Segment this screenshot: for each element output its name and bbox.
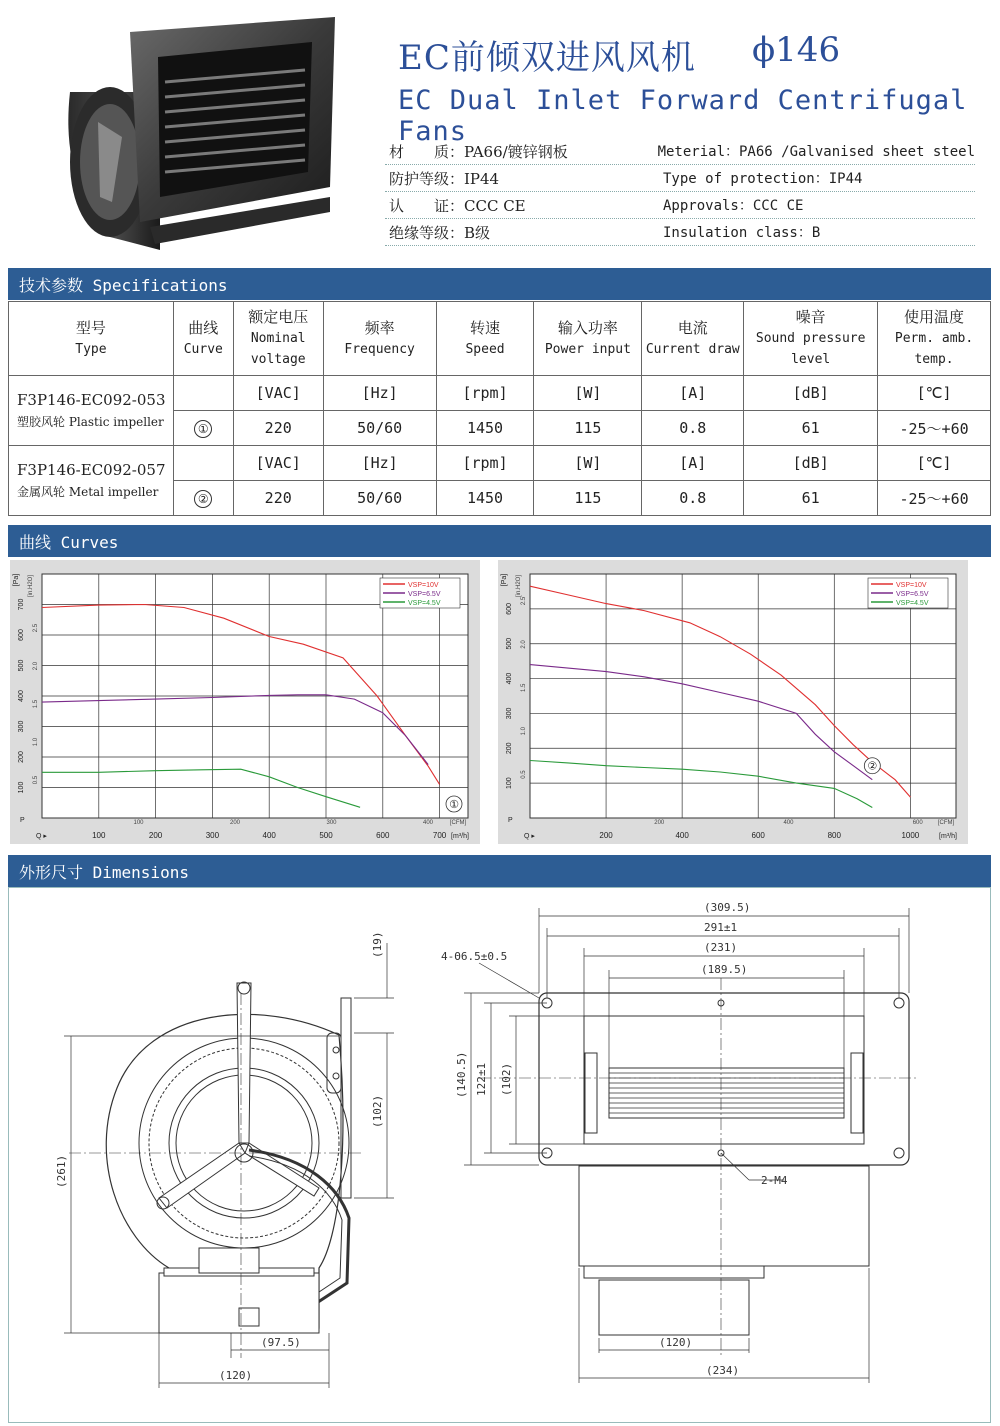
curve-cell bbox=[173, 481, 233, 516]
type-cell bbox=[9, 446, 174, 516]
unit-cell: [rpm] bbox=[436, 376, 534, 411]
unit-cell: [VAC] bbox=[233, 446, 323, 481]
y-tick-label-inh2o: 2.5 bbox=[33, 623, 39, 633]
y-tick-label: 400 bbox=[18, 690, 25, 702]
value-cell: 220 bbox=[233, 411, 323, 446]
property-list bbox=[385, 138, 975, 246]
value-cell: 61 bbox=[744, 481, 878, 516]
side-view bbox=[69, 982, 364, 1358]
dim-140-5: (140.5) bbox=[455, 1051, 468, 1098]
unit-cell: [W] bbox=[534, 446, 642, 481]
unit-cell: [Hz] bbox=[323, 446, 436, 481]
value-cell: 61 bbox=[744, 411, 878, 446]
type-code: F3P146-EC092-057 bbox=[17, 461, 166, 479]
x-axis-unit: [m³/h] bbox=[451, 833, 469, 840]
section-header-specifications: 技术参数 Specifications bbox=[8, 268, 991, 300]
header-type: 型号 Type bbox=[9, 302, 174, 376]
section-header-dimensions: 外形尺寸 Dimensions bbox=[8, 855, 991, 887]
y-axis-unit: [Pa] bbox=[501, 573, 508, 587]
unit-cell: [W] bbox=[534, 376, 642, 411]
performance-chart-1 bbox=[10, 560, 480, 844]
curve-mark-label: ① bbox=[449, 798, 459, 811]
property-row-material bbox=[385, 138, 975, 165]
dim-m4: 2-M4 bbox=[761, 1174, 788, 1187]
x-tick-label: 200 bbox=[148, 831, 163, 840]
dim-19: (19) bbox=[371, 931, 384, 958]
curve-cell bbox=[173, 411, 233, 446]
dim-97-5: (97.5) bbox=[261, 1336, 301, 1349]
property-en: Insulation class：B bbox=[663, 225, 821, 241]
x-tick-label-cfm: 400 bbox=[783, 820, 794, 826]
unit-cell: [A] bbox=[642, 376, 744, 411]
header-curve: 曲线 Curve bbox=[173, 302, 233, 376]
header-sound: 噪音 Sound pressure level bbox=[744, 302, 878, 376]
property-cn: 绝缘等级：B级 bbox=[389, 223, 491, 242]
property-cn: 材 质：PA66/镀锌钢板 bbox=[389, 142, 568, 161]
property-en: Meterial：PA66 /Galvanised sheet steel bbox=[657, 144, 975, 160]
unit-cell: [VAC] bbox=[233, 376, 323, 411]
x-axis-unit-alt: [CFM] bbox=[449, 820, 467, 826]
value-cell: -25～+60 bbox=[878, 481, 991, 516]
table-row bbox=[9, 446, 991, 481]
y-tick-label-inh2o: 1.5 bbox=[33, 699, 39, 709]
y-tick-label-inh2o: 0.5 bbox=[33, 775, 39, 785]
chart-curve-2 bbox=[498, 560, 968, 844]
value-cell: -25～+60 bbox=[878, 411, 991, 446]
property-en: Approvals：CCC CE bbox=[663, 198, 804, 214]
x-tick-label: 500 bbox=[319, 831, 333, 840]
y-tick-label: 100 bbox=[506, 777, 513, 789]
y-tick-label-inh2o: 0.5 bbox=[521, 770, 527, 779]
legend-label: VSP=4.5V bbox=[896, 600, 929, 607]
section-header-curves: 曲线 Curves bbox=[8, 525, 991, 557]
y-tick-label-inh2o: 1.0 bbox=[521, 727, 527, 736]
x-axis-letter: Q ▸ bbox=[36, 833, 47, 840]
value-cell: 1450 bbox=[436, 411, 534, 446]
dim-120-side: (120) bbox=[219, 1369, 253, 1382]
value-cell: 220 bbox=[233, 481, 323, 516]
value-cell: 50/60 bbox=[323, 481, 436, 516]
legend-label: VSP=6.5V bbox=[408, 591, 441, 598]
curve-empty bbox=[173, 376, 233, 411]
value-cell: 0.8 bbox=[642, 411, 744, 446]
x-axis-unit-alt: [CFM] bbox=[937, 820, 955, 826]
dim-261: (261) bbox=[55, 1154, 68, 1188]
type-code: F3P146-EC092-053 bbox=[17, 391, 166, 409]
y-tick-label-inh2o: 2.0 bbox=[521, 640, 527, 649]
y-axis-letter: P bbox=[20, 817, 25, 824]
y-tick-label: 600 bbox=[506, 603, 513, 615]
property-row-insulation bbox=[385, 219, 975, 246]
legend-label: VSP=10V bbox=[896, 582, 927, 589]
dim-231: (231) bbox=[704, 941, 738, 954]
front-view bbox=[479, 978, 919, 1358]
unit-cell: [A] bbox=[642, 446, 744, 481]
x-axis-letter: Q ▸ bbox=[524, 833, 535, 840]
dim-holes: 4-Θ6.5±0.5 bbox=[441, 950, 508, 963]
y-tick-label: 500 bbox=[506, 637, 513, 650]
plot-area bbox=[530, 574, 956, 818]
header-power: 输入功率 Power input bbox=[534, 302, 642, 376]
property-row-protection bbox=[385, 165, 975, 192]
legend-label: VSP=6.5V bbox=[896, 591, 929, 598]
y-tick-label: 200 bbox=[506, 742, 513, 755]
dim-234: (234) bbox=[706, 1364, 740, 1377]
curve-mark-label: ② bbox=[867, 759, 878, 773]
x-tick-label-cfm: 600 bbox=[912, 820, 923, 826]
legend-label: VSP=4.5V bbox=[408, 600, 441, 607]
type-subtitle: 塑胶风轮 Plastic impeller bbox=[17, 415, 164, 429]
x-tick-label: 600 bbox=[376, 831, 390, 840]
y-tick-label-inh2o: 1.0 bbox=[33, 737, 39, 747]
y-axis-unit-alt: [in.H2O] bbox=[28, 574, 34, 598]
value-cell: 115 bbox=[534, 481, 642, 516]
spec-table bbox=[8, 301, 991, 516]
table-row bbox=[9, 376, 991, 411]
x-tick-label-cfm: 200 bbox=[229, 820, 241, 826]
x-tick-label: 200 bbox=[599, 831, 613, 840]
y-axis-letter: P bbox=[508, 817, 513, 824]
y-tick-label-inh2o: 2.0 bbox=[33, 661, 39, 671]
y-axis-unit-alt: [in.H2O] bbox=[516, 574, 522, 598]
dim-122: 122±1 bbox=[475, 1062, 488, 1096]
x-axis-unit: [m³/h] bbox=[939, 833, 957, 840]
y-tick-label-inh2o: 2.5 bbox=[521, 596, 527, 606]
dim-120-front: (120) bbox=[659, 1336, 693, 1349]
spec-header-row bbox=[9, 302, 991, 376]
y-axis-unit: [Pa] bbox=[13, 573, 20, 587]
legend-label: VSP=10V bbox=[408, 582, 439, 589]
dim-189-5: (189.5) bbox=[701, 963, 748, 976]
x-tick-label: 100 bbox=[92, 831, 106, 840]
x-tick-label: 400 bbox=[262, 831, 276, 840]
y-tick-label-inh2o: 1.5 bbox=[521, 683, 527, 692]
x-tick-label-cfm: 400 bbox=[423, 820, 434, 826]
y-tick-label: 200 bbox=[18, 751, 25, 763]
x-tick-label: 800 bbox=[827, 831, 841, 840]
property-cn: 认 证：CCC CE bbox=[389, 196, 526, 215]
x-tick-label: 700 bbox=[432, 831, 447, 840]
header-temperature: 使用温度 Perm. amb. temp. bbox=[878, 302, 991, 376]
curve-marker: ② bbox=[194, 490, 212, 508]
curve-marker: ① bbox=[194, 420, 212, 438]
y-tick-label: 700 bbox=[18, 598, 25, 611]
x-tick-label: 400 bbox=[675, 831, 689, 840]
x-tick-label-cfm: 300 bbox=[326, 820, 337, 826]
header-current: 电流 Current draw bbox=[642, 302, 744, 376]
y-tick-label: 400 bbox=[506, 672, 513, 685]
chart-curve-1 bbox=[10, 560, 480, 844]
front-view-dimensions bbox=[464, 908, 909, 1383]
x-tick-label-cfm: 100 bbox=[133, 820, 144, 826]
unit-cell: [rpm] bbox=[436, 446, 534, 481]
dim-309-5: (309.5) bbox=[704, 901, 751, 914]
value-cell: 1450 bbox=[436, 481, 534, 516]
x-tick-label: 1000 bbox=[901, 831, 920, 840]
y-tick-label: 300 bbox=[18, 720, 25, 733]
dimension-drawing bbox=[8, 887, 991, 1423]
property-en: Type of protection：IP44 bbox=[663, 171, 863, 187]
type-cell bbox=[9, 376, 174, 446]
value-cell: 115 bbox=[534, 411, 642, 446]
title-english: EC Dual Inlet Forward Centrifugal Fans bbox=[398, 85, 968, 147]
unit-cell: [℃] bbox=[878, 446, 991, 481]
curve-empty bbox=[173, 446, 233, 481]
value-cell: 0.8 bbox=[642, 481, 744, 516]
x-tick-label-cfm: 200 bbox=[654, 820, 665, 826]
technical-drawing bbox=[9, 888, 990, 1422]
performance-chart-2 bbox=[498, 560, 968, 844]
header-frequency: 频率 Frequency bbox=[323, 302, 436, 376]
dim-102-front: (102) bbox=[500, 1062, 513, 1096]
unit-cell: [dB] bbox=[744, 446, 878, 481]
unit-cell: [Hz] bbox=[323, 376, 436, 411]
y-tick-label: 600 bbox=[18, 629, 25, 641]
header-speed: 转速 Speed bbox=[436, 302, 534, 376]
type-subtitle: 金属风轮 Metal impeller bbox=[17, 485, 159, 499]
y-tick-label: 300 bbox=[506, 707, 513, 720]
property-row-approvals bbox=[385, 192, 975, 219]
product-photo bbox=[50, 12, 350, 262]
y-tick-label: 500 bbox=[18, 659, 25, 672]
title-chinese: EC前倾双进风风机 bbox=[398, 38, 696, 78]
x-tick-label: 300 bbox=[205, 831, 220, 840]
value-cell: 50/60 bbox=[323, 411, 436, 446]
dim-291: 291±1 bbox=[704, 921, 738, 934]
y-tick-label: 100 bbox=[18, 781, 25, 794]
title-size: ϕ146 bbox=[752, 30, 841, 70]
unit-cell: [dB] bbox=[744, 376, 878, 411]
header-voltage: 额定电压 Nominal voltage bbox=[233, 302, 323, 376]
unit-cell: [℃] bbox=[878, 376, 991, 411]
x-tick-label: 600 bbox=[751, 831, 765, 840]
dim-102-side: (102) bbox=[371, 1094, 384, 1128]
property-cn: 防护等级：IP44 bbox=[389, 169, 500, 188]
